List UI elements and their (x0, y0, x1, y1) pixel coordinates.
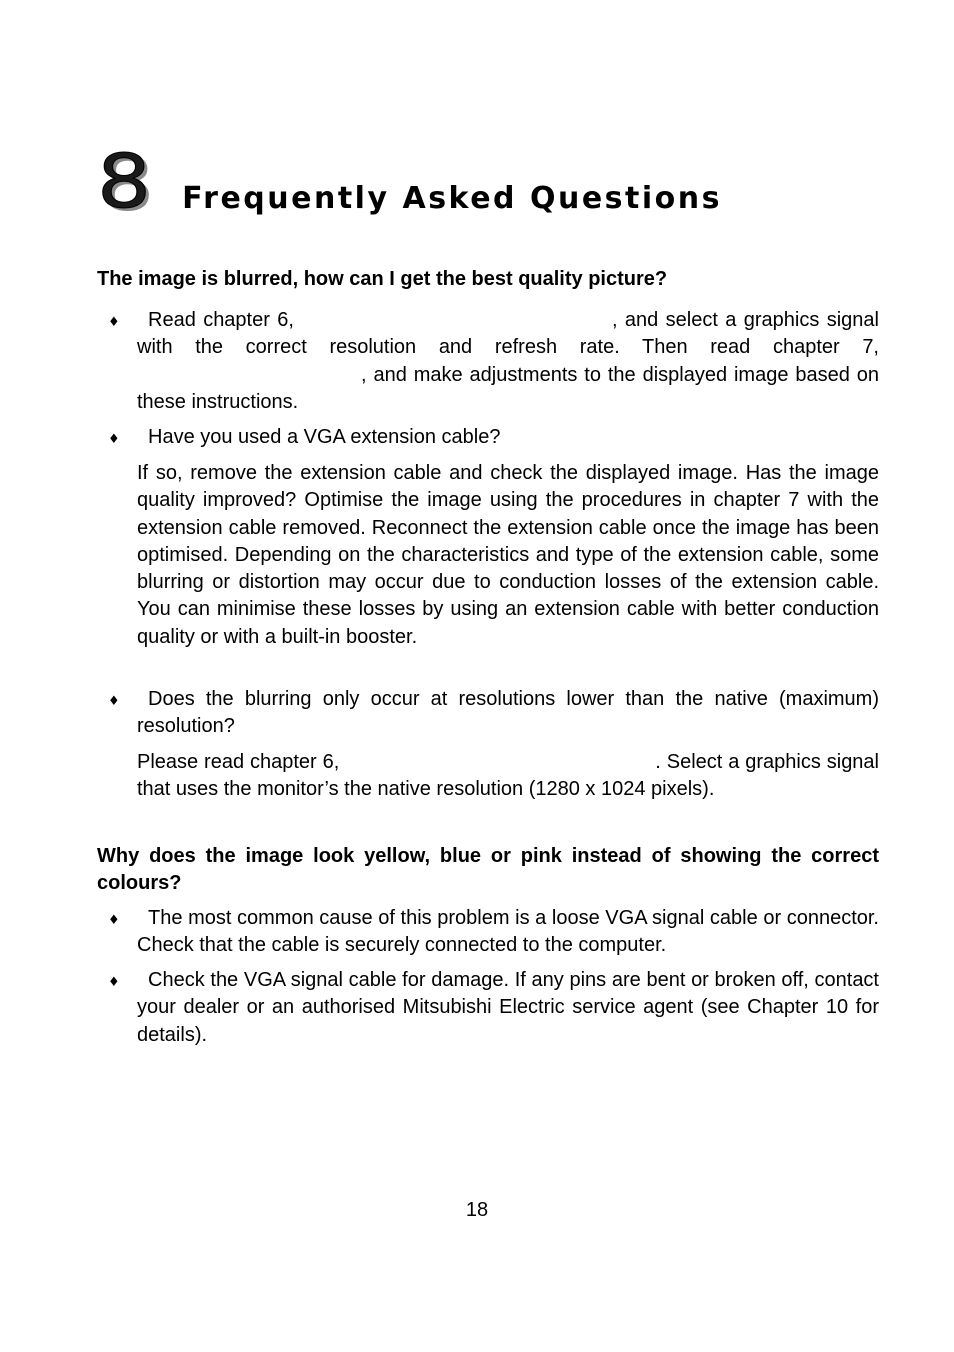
diamond-bullet-icon: ♦ (108, 694, 120, 709)
diamond-bullet-icon: ♦ (108, 975, 120, 990)
page-number: 18 (465, 1199, 489, 1221)
list-item-text-part: , and select a graphics signal with the correct resolution and refresh rate. Then read chapter 7, (137, 309, 879, 359)
list-item-text (97, 307, 879, 416)
chapter-number: 8 (97, 139, 152, 225)
list-item (97, 686, 879, 741)
list-item (97, 905, 879, 960)
diamond-bullet-icon: ♦ (108, 315, 120, 330)
question-colour-problem: Why does the image look yellow, blue or pink instead of showing the correct colours? (97, 845, 879, 894)
paragraph-part: Please read chapter 6, (137, 751, 340, 773)
list-item (97, 307, 879, 416)
list-item-text: Does the blurring only occur at resolutions lower than the native (maximum) resolution? (137, 688, 879, 738)
paragraph-part: . Select a graphics signal that uses the monitor’s the native resolution (1280 x 1024 pixels). (137, 751, 879, 801)
question-blurred-image: The image is blurred, how can I get the best quality picture? (97, 268, 668, 290)
chapter-heading (97, 139, 722, 225)
list-item-text: Check the VGA signal cable for damage. If any pins are bent or broken off, contact your dealer or an authorised Mitsubishi Electric service agent (see Chapter 10 for details). (137, 969, 879, 1046)
list-item-text-part: Read chapter 6, (148, 309, 294, 331)
paragraph (137, 749, 879, 804)
list-item (97, 424, 879, 451)
list-item (97, 967, 879, 1049)
diamond-bullet-icon: ♦ (108, 432, 120, 447)
list-item-text: The most common cause of this problem is a loose VGA signal cable or connector. Check that the cable is securely connected to the computer. (137, 907, 879, 957)
chapter-title: Frequently Asked Questions (182, 181, 722, 216)
list-item-text-part: , and make adjustments to the displayed image based on these instructions. (137, 363, 879, 413)
paragraph: If so, remove the extension cable and check the displayed image. Has the image quality improved? Optimise the image using the procedures in chapter 7 with the extension cable removed. Reconnect the extension cable once the image has been optimised. Depending on the characteristics and type of the extension cable, some blurring or distortion may occur due to conduction losses of the extension cable. You can minimise these losses by using an extension cable with better conduction quality or with a built-in booster. (137, 462, 879, 648)
diamond-bullet-icon: ♦ (108, 913, 120, 928)
list-item-text: Have you used a VGA extension cable? (148, 426, 501, 448)
